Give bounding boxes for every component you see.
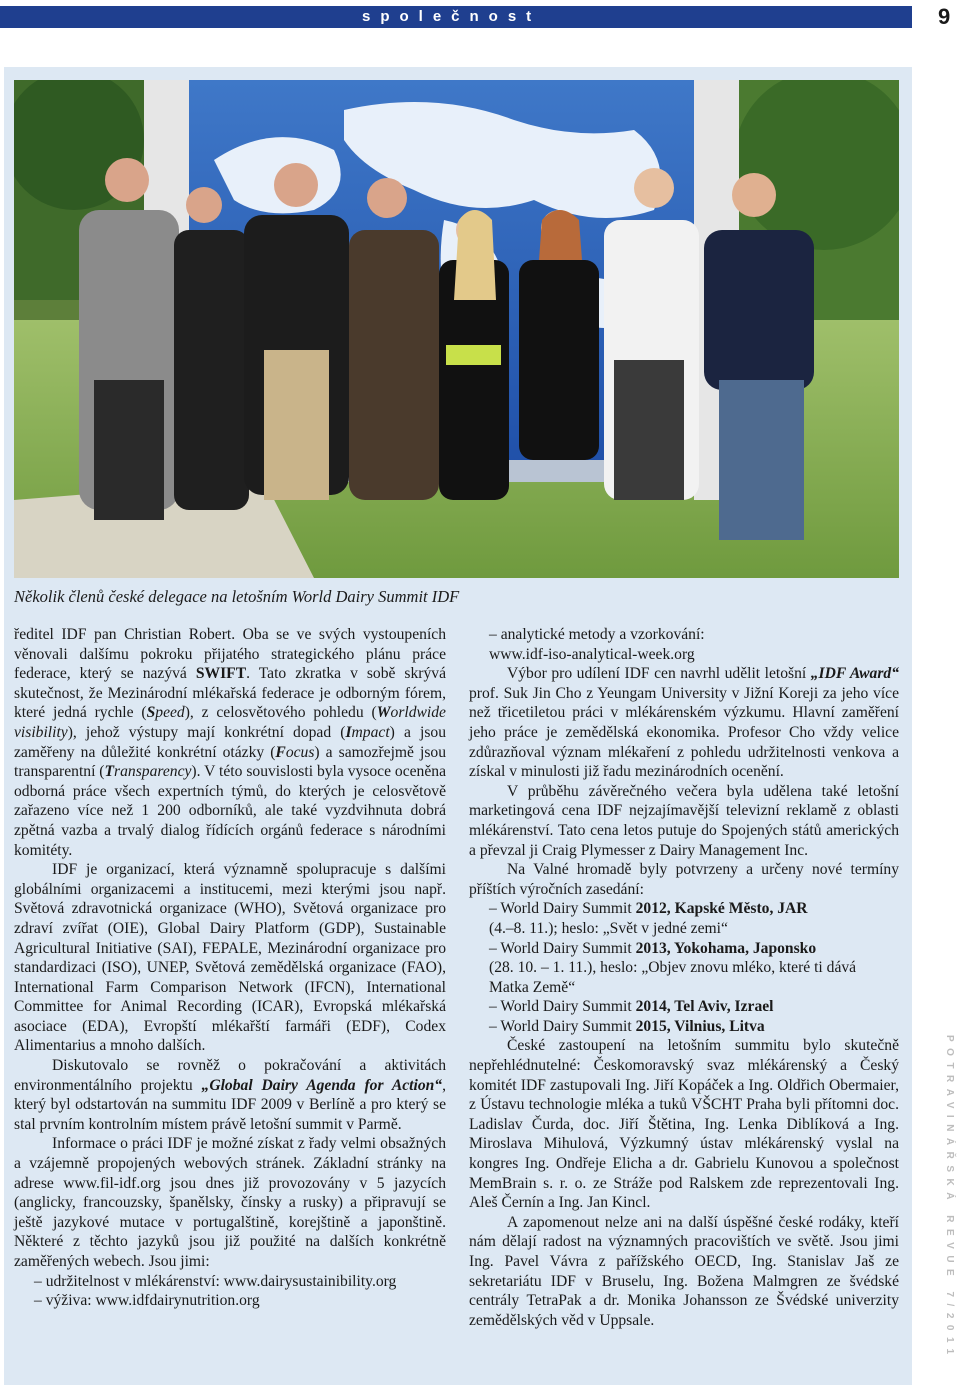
list-item bbox=[469, 1017, 899, 1037]
paragraph bbox=[14, 625, 446, 860]
text: prof. Suk Jin Cho z Yeungam University v Jižní Koreji za jeho více než třicetiletou práci v mlékárenském výzkumu. Hlavní zaměření jeho práce je zemědělská ekonomika. Profesor Cho vždy velice zdůrazňoval význam mlékaření z pohledu udržitelnosti venkova a získal v minulosti již řadu mezinárodních ocenění. bbox=[469, 684, 899, 781]
list-item bbox=[469, 939, 899, 998]
text: F bbox=[275, 743, 286, 761]
photo-caption: Několik členů české delegace na letošním World Dairy Summit IDF bbox=[14, 587, 460, 606]
paragraph: Informace o práci IDF je možné získat z řady velmi obsažných a vzájemně propojených webových stránek. Základní stránky na adrese www.fil-idf.org jsou dnes již provozovány v 5 jazycích (anglicky, francouzsky, španělsky, čínsky a rusky) a připravují se ještě jazykové mutace v portugalštině, korejštině a japonštině. Některé z těchto jazyků jsou již použité na dalších konkrétně zaměřených webech. Jsou jimi: bbox=[14, 1135, 446, 1270]
section-title: společnost bbox=[362, 8, 542, 25]
paragraph: V průběhu závěrečného večera byla udělena také letošní marketingová cena IDF nejzajímavější televizní reklamě z oblasti mlékárenství. Tato cena letos putuje do Spojených států amerických a převzal ji Craig Plymesser z Dairy Management Inc. bbox=[469, 782, 899, 859]
text: Výbor pro udílení IDF cen navrhl udělit letošní bbox=[507, 665, 811, 683]
section-header-bar bbox=[0, 6, 912, 28]
text: I bbox=[345, 723, 352, 741]
text: ) a jsou zaměřeny na důležité konkrétní otázky ( bbox=[14, 723, 447, 761]
summit-location: 2014, Tel Aviv, Izrael bbox=[635, 998, 774, 1016]
left-column bbox=[14, 625, 446, 1311]
text: ocus bbox=[285, 743, 315, 761]
swift-acronym: SWIFT bbox=[195, 665, 247, 683]
photo-illustration bbox=[14, 80, 899, 578]
text: ), jehož výstupy mají konkrétní dopad ( bbox=[67, 723, 346, 741]
text: orldwide visibility bbox=[14, 704, 446, 741]
project-name: „Global Dairy Agenda for Action“ bbox=[201, 1076, 443, 1094]
text: ), z celosvětového pohledu ( bbox=[184, 704, 377, 722]
summit-location: 2013, Yokohama, Japonsko bbox=[635, 939, 817, 957]
text: – World Dairy Summit bbox=[489, 939, 636, 957]
list-item: – výživa: www.idfdairynutrition.org bbox=[34, 1292, 260, 1310]
paragraph: Na Valné hromadě byly potvrzeny a určeny nové termíny příštích výročních zasedání: bbox=[469, 861, 899, 898]
page-number: 9 bbox=[938, 4, 951, 29]
right-column bbox=[469, 625, 899, 1330]
text: , který byl odstartován na summitu IDF 2009 v Berlíně a pro který se stal prvním kontrolním místem právě letošní summit v Parmě. bbox=[14, 1076, 446, 1133]
url-text: www.idf-iso-analytical-week.org bbox=[489, 645, 695, 663]
delegation-photo bbox=[14, 80, 899, 578]
text: ). V této souvislosti byla vysoce oceněna odborná práce všech expertních týmů, do kterých je celosvětově zařazeno více než 1 200 odborníků, ale také vyzdvihnuta dobrá zpětná vazba a trvalý dialog řídících orgánů federace s národními komitéty. bbox=[14, 763, 446, 859]
journal-sidebar-label: POTRAVINÁŘSKÁ REVUE 7/2011 bbox=[944, 1035, 955, 1361]
list-item bbox=[469, 899, 899, 938]
text: – World Dairy Summit bbox=[489, 998, 636, 1016]
text: S bbox=[146, 704, 156, 722]
summit-location: 2012, Kapské Město, JAR bbox=[635, 900, 808, 918]
text: peed bbox=[155, 704, 185, 722]
text: (28. 10. – 1. 11.), heslo: „Objev znovu mléko, které ti dává Matka Země“ bbox=[489, 959, 857, 996]
list-item: – udržitelnost v mlékárenství: www.dairysustainibility.org bbox=[34, 1272, 397, 1290]
paragraph: České zastoupení na letošním summitu bylo skutečně nepřehlédnutelné: Českomoravský svaz mlékárenský a Český komitét IDF zastupovali Ing. Jiří Kopáček a Ing. Oldřich Obermaier, z Ústavu technologie mléka a tuků VŠCHT Praha byli přítomni doc. Ladislav Čurda, doc. Jiří Štětina, Ing. Lenka Diblíková a Ing. Miroslava Mihulová, Výzkumný ústav mlékárenský vyslal na kongres Ing. Ondřeje Elicha a dr. Gabrielu Kunovou a společnost MemBrain s. r. o. ze Stráže pod Ralskem zde reprezentovali Ing. Aleš Černín a Ing. Jan Kincl. bbox=[469, 1037, 899, 1212]
paragraph bbox=[14, 1056, 446, 1134]
award-name: „IDF Award“ bbox=[810, 665, 899, 683]
text: ransparency bbox=[114, 763, 192, 781]
text: mpact bbox=[351, 723, 390, 741]
summit-location: 2015, Vilnius, Litva bbox=[635, 1017, 765, 1035]
text: ) a samozřejmě jsou transparentní ( bbox=[14, 743, 446, 781]
list-item bbox=[469, 997, 899, 1017]
paragraph: A zapomenout nelze ani na další úspěšné české rodáky, kteří nám dělají radost na významných pracovištích ve světě. Jsou jimi Ing. Pavel Vávra z pařížského OECD, Ing. Stanislav Jaš ze sekretariátu IDF v Bruselu, Ing. Božena Malmgren ze švédské centrály TetraPak a dr. Monika Johansson ze Švédské univerzity zemědělských věd v Uppsale. bbox=[469, 1213, 899, 1329]
text: – World Dairy Summit bbox=[489, 900, 636, 918]
text: T bbox=[104, 763, 115, 781]
text: ředitel IDF pan Christian Robert. Oba se ve svých vystoupeních věnovali dalšímu pokroku přijatého strategického plánu práce federace, který se nazývá bbox=[14, 626, 446, 683]
text: – analytické metody a vzorkování: bbox=[489, 626, 705, 643]
list-item bbox=[469, 625, 899, 664]
text: (4.–8. 11.); heslo: „Svět v jedné zemi“ bbox=[489, 919, 728, 937]
text: – World Dairy Summit bbox=[489, 1017, 636, 1035]
text: Diskutovalo se rovněž o pokračování a aktivitách environmentálního projektu bbox=[14, 1057, 446, 1094]
text: . Tato zkratka v sobě skrývá skutečnost, že Mezinárodní mlékařská federace je odborným fórem, které jedná rychle ( bbox=[14, 665, 447, 722]
text: W bbox=[376, 704, 391, 722]
paragraph: IDF je organizací, která významně spolupracuje s dalšími globálními organizacemi a institucemi, mezi kterými jsou např. Světová zdravotnická organizace (WHO), Světová organizace pro zdraví zvířat (OIE), Global Dairy Platform (GDP), Sustainable Agricultural Initiative (SAI), FEPALE, Mezinárodní organizace pro standardizaci (ISO), UNEP, Světová zemědělská organizace (FAO), International Farm Comparison Network (IFCN), International Committee for Animal Recording (ICAR), Evropská mlékařská asociace (EDA), Evropští mlékařští farmáři (EDF), Codex Alimentarius a mnoho dalších. bbox=[14, 861, 446, 1055]
paragraph bbox=[469, 664, 899, 782]
